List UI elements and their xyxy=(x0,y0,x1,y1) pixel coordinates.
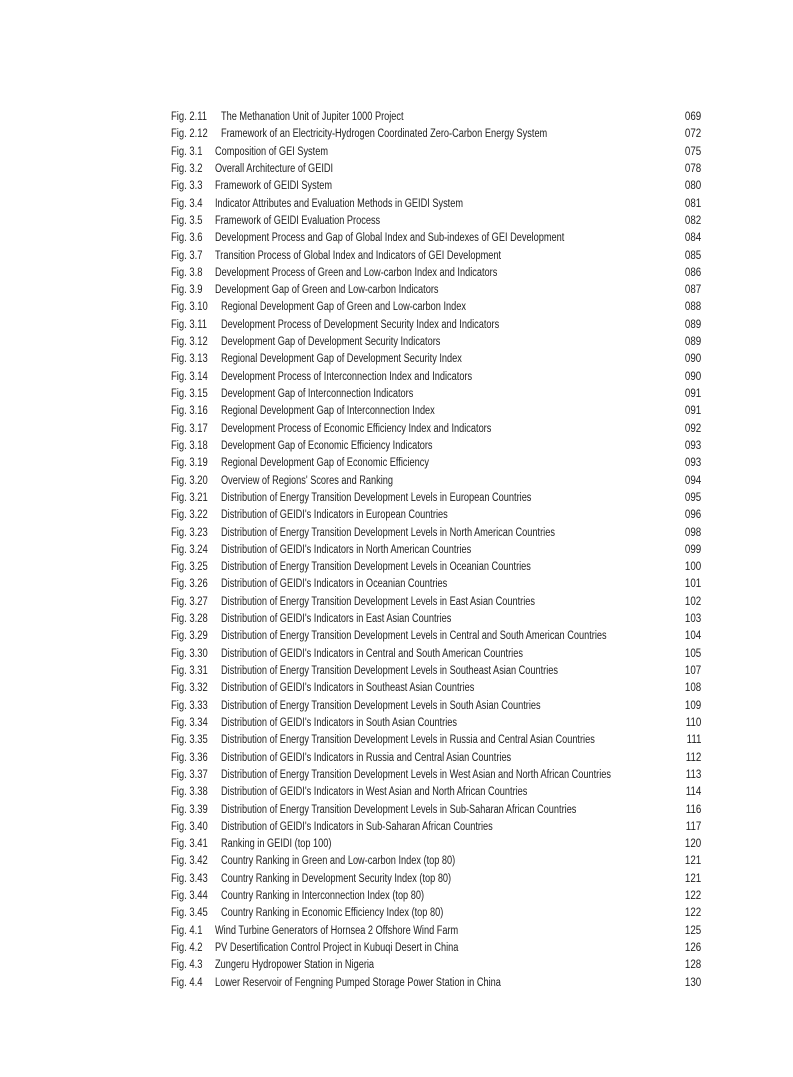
figure-title: Distribution of GEIDI's Indicators in Oceanian Countries xyxy=(221,578,448,591)
figure-title: Transition Process of Global Index and Indicators of GEI Development xyxy=(215,249,502,262)
figure-number: Fig. 3.13 xyxy=(171,353,208,366)
figure-title: Distribution of Energy Transition Development Levels in Russia and Central Asian Countries xyxy=(221,734,595,747)
list-item xyxy=(171,698,701,715)
page-number: 082 xyxy=(684,214,701,227)
figure-number: Fig. 3.44 xyxy=(171,890,208,903)
figure-title: Regional Development Gap of Development Security Index xyxy=(221,353,462,366)
figure-number: Fig. 3.42 xyxy=(171,855,208,868)
list-item xyxy=(171,351,701,368)
figure-number: Fig. 3.26 xyxy=(171,578,208,591)
figure-title: Ranking in GEIDI (top 100) xyxy=(221,838,332,851)
list-item xyxy=(171,646,701,663)
figure-number: Fig. 3.10 xyxy=(171,301,208,314)
list-item xyxy=(171,905,701,922)
page-number: 089 xyxy=(684,336,701,349)
figure-title: Distribution of GEIDI's Indicators in Southeast Asian Countries xyxy=(221,682,475,695)
figure-number: Fig. 3.18 xyxy=(171,439,208,452)
list-item xyxy=(171,957,701,974)
page-number: 108 xyxy=(684,682,701,695)
page-number: 086 xyxy=(684,266,701,279)
figure-title: Distribution of Energy Transition Development Levels in West Asian and North African Countries xyxy=(221,768,612,781)
list-item xyxy=(171,853,701,870)
list-item xyxy=(171,369,701,386)
figure-title: Regional Development Gap of Green and Low-carbon Index xyxy=(221,301,466,314)
page-number: 101 xyxy=(684,578,701,591)
page-number: 087 xyxy=(684,284,701,297)
page-number: 072 xyxy=(684,128,701,141)
page-number: 075 xyxy=(684,145,701,158)
figure-title: Distribution of GEIDI's Indicators in Sub-Saharan African Countries xyxy=(221,820,493,833)
figure-title: Distribution of GEIDI's Indicators in East Asian Countries xyxy=(221,613,452,626)
figure-title: The Methanation Unit of Jupiter 1000 Project xyxy=(221,111,404,123)
page-number: 107 xyxy=(684,665,701,677)
list-item xyxy=(171,299,701,316)
list-item xyxy=(171,680,701,697)
figure-title: Composition of GEI System xyxy=(215,145,328,158)
list-of-figures xyxy=(171,109,701,992)
figure-title: Regional Development Gap of Economic Efficiency xyxy=(221,457,429,470)
figure-number: Fig. 3.35 xyxy=(171,734,208,747)
figure-number: Fig. 3.8 xyxy=(171,266,203,279)
figure-number: Fig. 3.40 xyxy=(171,820,208,833)
list-item xyxy=(171,732,701,749)
figure-title: Development Gap of Development Security Indicators xyxy=(221,336,441,349)
figure-title: Country Ranking in Development Security Index (top 80) xyxy=(221,872,452,885)
page-number: 092 xyxy=(684,422,701,435)
figure-title: Development Gap of Interconnection Indicators xyxy=(221,388,414,400)
figure-number: Fig. 3.22 xyxy=(171,509,208,522)
figure-number: Fig. 3.38 xyxy=(171,786,208,799)
page-number: 084 xyxy=(684,232,701,245)
page-number: 095 xyxy=(684,491,701,504)
figure-number: Fig. 3.24 xyxy=(171,543,208,556)
list-item xyxy=(171,265,701,282)
list-item xyxy=(171,628,701,645)
figure-title: Lower Reservoir of Fengning Pumped Storage Power Station in China xyxy=(215,976,501,989)
figure-title: Distribution of GEIDI's Indicators in South Asian Countries xyxy=(221,716,457,729)
figure-number: Fig. 4.3 xyxy=(171,959,203,972)
page-number: 122 xyxy=(684,907,701,920)
page-number: 093 xyxy=(684,457,701,470)
page-number: 102 xyxy=(684,595,701,608)
figure-number: Fig. 4.2 xyxy=(171,942,203,954)
page-number: 100 xyxy=(684,561,701,574)
figure-title: Development Process of Economic Efficiency Index and Indicators xyxy=(221,422,492,435)
list-item xyxy=(171,715,701,732)
list-item xyxy=(171,594,701,611)
page-number: 094 xyxy=(684,474,701,487)
list-item xyxy=(171,144,701,161)
figure-number: Fig. 3.27 xyxy=(171,595,208,608)
page-number: 093 xyxy=(684,439,701,452)
page-number: 085 xyxy=(684,249,701,262)
figure-title: Framework of GEIDI System xyxy=(215,180,333,193)
page-number: 096 xyxy=(684,509,701,522)
list-item xyxy=(171,178,701,195)
figure-title: Development Process and Gap of Global Index and Sub-indexes of GEI Development xyxy=(215,232,565,245)
list-item xyxy=(171,282,701,299)
figure-number: Fig. 3.43 xyxy=(171,872,208,885)
figure-number: Fig. 3.11 xyxy=(171,318,208,331)
figure-number: Fig. 3.45 xyxy=(171,907,208,920)
figure-number: Fig. 3.15 xyxy=(171,388,208,400)
list-item xyxy=(171,473,701,490)
page-number: 122 xyxy=(684,890,701,903)
figure-number: Fig. 3.41 xyxy=(171,838,208,851)
figure-number: Fig. 3.17 xyxy=(171,422,208,435)
figure-number: Fig. 3.31 xyxy=(171,665,208,677)
page-number: 114 xyxy=(685,786,701,799)
list-item xyxy=(171,767,701,784)
figure-number: Fig. 3.23 xyxy=(171,526,208,539)
figure-number: Fig. 3.25 xyxy=(171,561,208,574)
figure-title: Distribution of Energy Transition Development Levels in European Countries xyxy=(221,491,532,504)
figure-title: Overall Architecture of GEIDI xyxy=(215,162,334,175)
figure-title: Distribution of Energy Transition Development Levels in Central and South American Countries xyxy=(221,630,607,643)
figure-number: Fig. 3.32 xyxy=(171,682,208,695)
figure-number: Fig. 3.16 xyxy=(171,405,208,418)
list-item xyxy=(171,559,701,576)
figure-number: Fig. 3.5 xyxy=(171,214,203,227)
page-number: 104 xyxy=(684,630,701,643)
figure-number: Fig. 3.9 xyxy=(171,284,203,297)
list-item xyxy=(171,421,701,438)
figure-number: Fig. 3.20 xyxy=(171,474,208,487)
list-item xyxy=(171,248,701,265)
figure-number: Fig. 3.33 xyxy=(171,699,208,712)
figure-title: Zungeru Hydropower Station in Nigeria xyxy=(215,959,375,972)
page-number: 078 xyxy=(684,162,701,175)
list-item xyxy=(171,871,701,888)
figure-title: Distribution of GEIDI's Indicators in North American Countries xyxy=(221,543,472,556)
page-number: 125 xyxy=(684,924,701,937)
figure-number: Fig. 4.4 xyxy=(171,976,203,989)
figure-number: Fig. 3.2 xyxy=(171,162,203,175)
figure-number: Fig. 3.34 xyxy=(171,716,208,729)
figure-number: Fig. 3.39 xyxy=(171,803,208,816)
figure-title: Distribution of GEIDI's Indicators in European Countries xyxy=(221,509,448,522)
list-item xyxy=(171,888,701,905)
list-item xyxy=(171,507,701,524)
figure-number: Fig. 2.12 xyxy=(171,128,208,141)
figure-title: Distribution of Energy Transition Development Levels in Sub-Saharan African Countries xyxy=(221,803,577,816)
list-item xyxy=(171,317,701,334)
page-number: 110 xyxy=(685,716,701,729)
figure-title: PV Desertification Control Project in Kubuqi Desert in China xyxy=(215,942,459,954)
list-item xyxy=(171,161,701,178)
figure-title: Distribution of Energy Transition Development Levels in Oceanian Countries xyxy=(221,561,531,574)
figure-title: Development Process of Development Security Index and Indicators xyxy=(221,318,500,331)
list-item xyxy=(171,386,701,403)
page-number: 120 xyxy=(684,838,701,851)
figure-title: Country Ranking in Economic Efficiency Index (top 80) xyxy=(221,907,444,920)
figure-title: Country Ranking in Interconnection Index (top 80) xyxy=(221,890,425,903)
list-item xyxy=(171,576,701,593)
list-item xyxy=(171,126,701,143)
figure-title: Regional Development Gap of Interconnection Index xyxy=(221,405,435,418)
list-item xyxy=(171,109,701,126)
page-number: 069 xyxy=(684,111,701,123)
figure-title: Distribution of GEIDI's Indicators in West Asian and North African Countries xyxy=(221,786,528,799)
page-number: 121 xyxy=(684,855,701,868)
figure-title: Development Gap of Green and Low-carbon Indicators xyxy=(215,284,439,297)
list-item xyxy=(171,663,701,680)
page-number: 121 xyxy=(684,872,701,885)
figure-title: Development Process of Interconnection Index and Indicators xyxy=(221,370,473,383)
list-item xyxy=(171,455,701,472)
figure-number: Fig. 2.11 xyxy=(171,111,208,123)
page-number: 128 xyxy=(684,959,701,972)
list-item xyxy=(171,438,701,455)
page-number: 113 xyxy=(685,768,701,781)
figure-title: Framework of GEIDI Evaluation Process xyxy=(215,214,381,227)
figure-title: Distribution of Energy Transition Development Levels in Southeast Asian Countries xyxy=(221,665,559,677)
figure-title: Wind Turbine Generators of Hornsea 2 Offshore Wind Farm xyxy=(215,924,459,937)
figure-number: Fig. 3.19 xyxy=(171,457,208,470)
list-item xyxy=(171,611,701,628)
list-item xyxy=(171,750,701,767)
figure-number: Fig. 3.12 xyxy=(171,336,208,349)
figure-number: Fig. 3.21 xyxy=(171,491,208,504)
figure-number: Fig. 3.7 xyxy=(171,249,203,262)
page-number: 105 xyxy=(684,647,701,660)
figure-title: Development Process of Green and Low-carbon Index and Indicators xyxy=(215,266,498,279)
figure-number: Fig. 3.14 xyxy=(171,370,208,383)
figure-title: Framework of an Electricity-Hydrogen Coordinated Zero-Carbon Energy System xyxy=(221,128,548,141)
page-number: 111 xyxy=(686,734,701,747)
figure-number: Fig. 3.4 xyxy=(171,197,203,210)
list-item xyxy=(171,975,701,992)
figure-title: Distribution of GEIDI's Indicators in Central and South American Countries xyxy=(221,647,523,660)
page-number: 103 xyxy=(684,613,701,626)
figure-number: Fig. 3.30 xyxy=(171,647,208,660)
page-number: 091 xyxy=(684,405,701,418)
list-item xyxy=(171,836,701,853)
figure-number: Fig. 3.3 xyxy=(171,180,203,193)
page-number: 090 xyxy=(684,353,701,366)
figure-title: Indicator Attributes and Evaluation Methods in GEIDI System xyxy=(215,197,464,210)
list-item xyxy=(171,230,701,247)
list-item xyxy=(171,525,701,542)
figure-title: Distribution of GEIDI's Indicators in Russia and Central Asian Countries xyxy=(221,751,512,764)
figure-number: Fig. 3.1 xyxy=(171,145,203,158)
page-number: 126 xyxy=(684,942,701,954)
page-number: 098 xyxy=(684,526,701,539)
page-number: 090 xyxy=(684,370,701,383)
page-number: 091 xyxy=(684,388,701,400)
figure-title: Country Ranking in Green and Low-carbon Index (top 80) xyxy=(221,855,456,868)
figure-number: Fig. 3.6 xyxy=(171,232,203,245)
figure-title: Overview of Regions' Scores and Ranking xyxy=(221,474,394,487)
page-number: 089 xyxy=(684,318,701,331)
list-item xyxy=(171,213,701,230)
list-item xyxy=(171,490,701,507)
figure-title: Distribution of Energy Transition Development Levels in North American Countries xyxy=(221,526,555,539)
figure-number: Fig. 3.37 xyxy=(171,768,208,781)
page-number: 088 xyxy=(684,301,701,314)
page-number: 130 xyxy=(684,976,701,989)
figure-number: Fig. 3.29 xyxy=(171,630,208,643)
figure-number: Fig. 3.28 xyxy=(171,613,208,626)
page-number: 099 xyxy=(684,543,701,556)
list-item xyxy=(171,542,701,559)
list-item xyxy=(171,784,701,801)
list-item xyxy=(171,923,701,940)
page-number: 112 xyxy=(685,751,701,764)
figure-title: Distribution of Energy Transition Development Levels in South Asian Countries xyxy=(221,699,541,712)
list-item xyxy=(171,196,701,213)
list-item xyxy=(171,334,701,351)
page-number: 117 xyxy=(685,820,701,833)
list-item xyxy=(171,403,701,420)
list-item xyxy=(171,802,701,819)
figure-title: Development Gap of Economic Efficiency Indicators xyxy=(221,439,433,452)
page-number: 081 xyxy=(684,197,701,210)
figure-number: Fig. 4.1 xyxy=(171,924,203,937)
list-item xyxy=(171,940,701,957)
page-number: 080 xyxy=(684,180,701,193)
list-item xyxy=(171,819,701,836)
page-number: 109 xyxy=(684,699,701,712)
page-number: 116 xyxy=(685,803,701,816)
figure-number: Fig. 3.36 xyxy=(171,751,208,764)
figure-title: Distribution of Energy Transition Development Levels in East Asian Countries xyxy=(221,595,535,608)
